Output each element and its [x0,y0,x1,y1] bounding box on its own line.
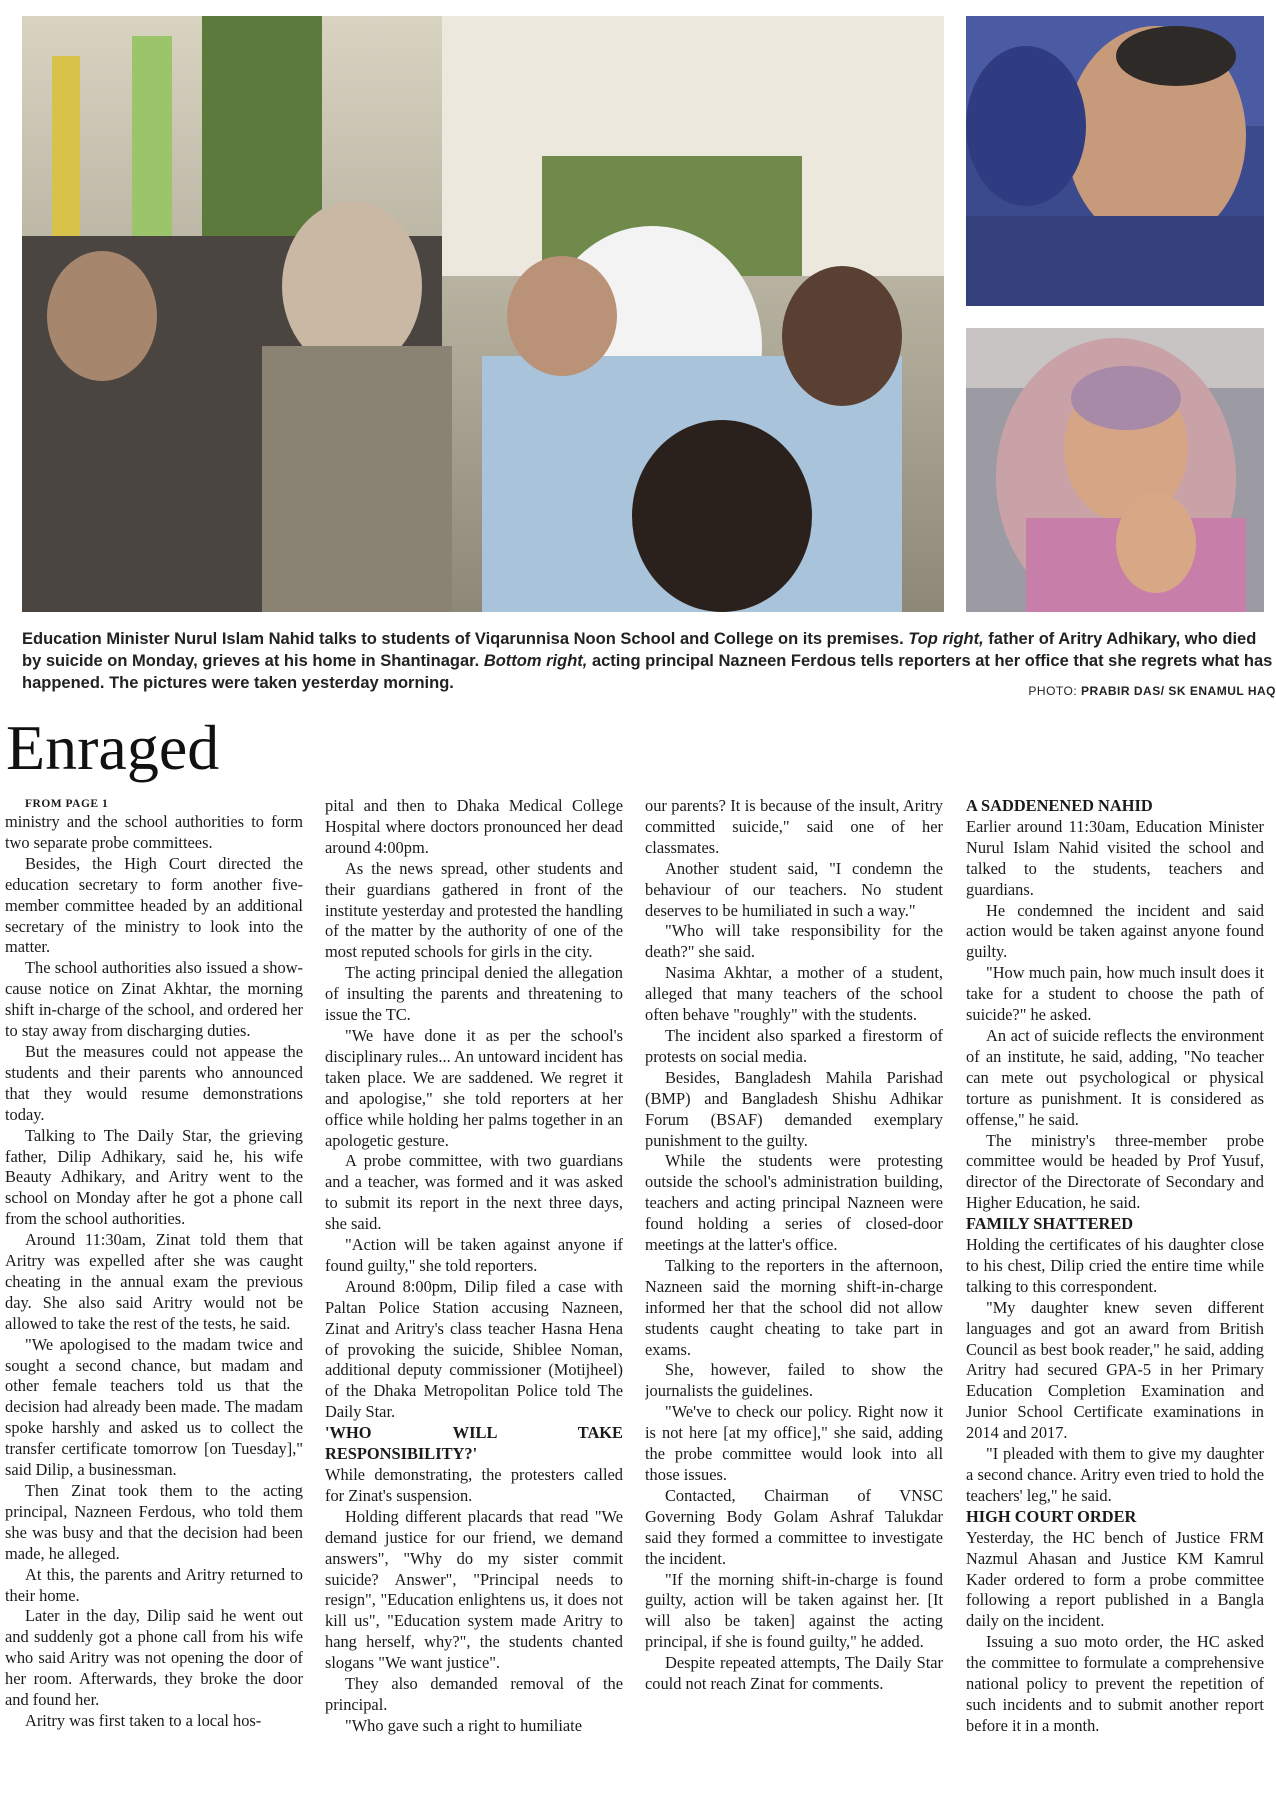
main-photo [22,16,944,612]
article-paragraph: ministry and the school authorities to form two separate probe committees. [5,812,303,852]
principal-photo [966,328,1264,612]
article-paragraph: "My daughter knew seven different languages and got an award from British Council as best book reader," he said, adding Aritry had secured GPA-5 in her Primary Education Completion Examination and Junior School Certificate examinations in 2014 and 2017. [966,1297,1264,1443]
article-paragraph: "Action will be taken against anyone if found guilty," she told reporters. [325,1235,623,1275]
article-paragraph: Yesterday, the HC bench of Justice FRM Nazmul Ahasan and Justice KM Kamrul Kader ordered to form a probe committee following a report published in a Bangla daily on the incident. [966,1527,1264,1631]
article-paragraph: Around 8:00pm, Dilip filed a case with Paltan Police Station accusing Nazneen, Zinat and Aritry's class teacher Hasna Hena of provoking the suicide, Shiblee Noman, additional deputy commissioner (Motijheel) of the Dhaka Metropolitan Police told The Daily Star. [325,1276,623,1422]
article-paragraph: Besides, the High Court directed the education secretary to form another five-member committee headed by an additional secretary of the ministry to look into the matter. [5,853,303,957]
section-heading: 'WHO WILL TAKE RESPONSIBILITY?' [325,1423,623,1464]
article-paragraph: At this, the parents and Aritry returned to their home. [5,1564,303,1605]
article-paragraph: Later in the day, Dilip said he went out and suddenly got a phone call from his wife who said Aritry was not opening the door of her room. Afterwards, they broke the door and found her. [5,1606,303,1710]
article-paragraph: "I pleaded with them to give my daughter a second chance. Aritry even tried to hold the teachers' leg," he said. [966,1444,1264,1505]
article-column-3 [645,796,943,1820]
caption-part-2: father of Aritry Adhikary, who died by suicide on Monday, grieves at his home in Shantinagar. [22,630,1257,670]
article-paragraph: She, however, failed to show the journalists the guidelines. [645,1360,943,1401]
headline: Enraged [6,712,220,783]
article-paragraph: Earlier around 11:30am, Education Minister Nurul Islam Nahid visited the school and talked to the students, teachers and guardians. [966,816,1264,899]
article-paragraph: A probe committee, with two guardians and a teacher, was formed and it was asked to submit its report in the next three days, she said. [325,1151,623,1234]
father-photo [966,16,1264,306]
article-paragraph: The ministry's three-member probe committee would be headed by Prof Yusuf, director of the Directorate of Secondary and Higher Education, he said. [966,1130,1264,1213]
article-paragraph: But the measures could not appease the students and their parents who announced that they would resume demonstrations today. [5,1041,303,1124]
article-paragraph: While the students were protesting outside the school's administration building, teachers and acting principal Nazneen were found holding a series of closed-door meetings at the latter's office. [645,1151,943,1255]
article-paragraph: He condemned the incident and said action would be taken against anyone found guilty. [966,900,1264,962]
article-paragraph: Talking to the reporters in the afternoon, Nazneen said the morning shift-in-charge informed her that the school did not allow students caught cheating to take part in exams. [645,1255,943,1359]
article-paragraph: The acting principal denied the allegation of insulting the parents and threatening to issue the TC. [325,963,623,1025]
article-paragraph: "If the morning shift-in-charge is found guilty, action will be taken against her. [It will also be taken] against the acting principal, if she is found guilty," he added. [645,1569,943,1652]
article-paragraph: Then Zinat took them to the acting principal, Nazneen Ferdous, who told them she was busy and that the decision had been made, he alleged. [5,1481,303,1563]
article-paragraph: Besides, Bangladesh Mahila Parishad (BMP) and Bangladesh Shishu Adhikar Forum (BSAF) demanded exemplary punishment to the guilty. [645,1067,943,1150]
article-column-4 [966,796,1264,1820]
article-paragraph: Contacted, Chairman of VNSC Governing Body Golam Ashraf Talukdar said they formed a committee to investigate the incident. [645,1485,943,1568]
article-paragraph: Despite repeated attempts, The Daily Star could not reach Zinat for comments. [645,1653,943,1694]
article-paragraph: Nasima Akhtar, a mother of a student, alleged that many teachers of the school often behave "roughly" with the students. [645,963,943,1025]
article-paragraph: "Who gave such a right to humiliate [345,1715,583,1735]
section-heading: FAMILY SHATTERED [966,1214,1134,1234]
article-paragraph: They also demanded removal of the principal. [325,1674,623,1714]
photo-credit [1028,684,1276,698]
article-paragraph: The school authorities also issued a show-cause notice on Zinat Akhtar, the morning shift in-charge of the school, and ordered her to stay away from discharging duties. [5,958,303,1041]
article-paragraph: While demonstrating, the protesters called for Zinat's suspension. [325,1465,623,1505]
caption-emphasis-1: Top right, [908,630,984,648]
caption-part-1: Education Minister Nurul Islam Nahid talks to students of Viqarunnisa Noon School and College on its premises. [22,630,909,648]
article-paragraph: "We have done it as per the school's disciplinary rules... An untoward incident has taken place. We are saddened. We regret it and apologise," she told reporters at her office while holding her palms together in an apologetic gesture. [325,1025,623,1150]
article-paragraph: our parents? It is because of the insult, Aritry committed suicide," said one of her classmates. [645,796,943,857]
article-paragraph: Aritry was first taken to a local hos- [25,1710,262,1730]
article-paragraph: pital and then to Dhaka Medical College Hospital where doctors pronounced her dead around 4:00pm. [325,796,623,857]
section-heading: HIGH COURT ORDER [966,1506,1137,1526]
article-paragraph: Another student said, "I condemn the behaviour of our teachers. No student deserves to be humiliated in such a way." [645,858,943,920]
article-paragraph: An act of suicide reflects the environment of an institute, he said, adding, "No teacher can mete out psychological or physical torture as punishment. It is considered as offense," he said. [966,1025,1264,1129]
article-paragraph: Holding different placards that read "We demand justice for our friend, we demand answers", "Why do my sister commit suicide? Answer", "Principal needs to resign", "Education enlightens us, it does not kill us", "Education system made Aritry to hang herself, why?", the students chanted slogans "We want justice". [325,1506,623,1673]
from-page-label: FROM PAGE 1 [25,798,109,810]
article-paragraph: Talking to The Daily Star, the grieving father, Dilip Adhikary, said he, his wife Beauty Adhikary, and Aritry went to the school on Monday after he got a phone call from the school authorities. [5,1125,303,1229]
article-paragraph: "Who will take responsibility for the death?" she said. [645,921,943,962]
credit-names: PRABIR DAS/ SK ENAMUL HAQ [1081,684,1276,698]
article-paragraph: "We've to check our policy. Right now it is not here [at my office]," she said, adding the probe committee would look into all those issues. [645,1402,943,1484]
article-paragraph: Holding the certificates of his daughter close to his chest, Dilip cried the entire time while talking to this correspondent. [966,1235,1264,1296]
section-heading: A SADDENENED NAHID [966,796,1153,815]
article-column-1 [5,796,303,1820]
article-paragraph: As the news spread, other students and their guardians gathered in front of the institute yesterday and protested the handling of the matter by the authority of one of the most reputed schools for girls in the city. [325,858,623,962]
article-column-2 [325,796,623,1820]
credit-label: PHOTO: [1028,684,1082,698]
caption-part-3: acting principal Nazneen Ferdous tells reporters at her office that she regrets what has happened. The pictures were taken yesterday morning. [22,652,1273,692]
caption-emphasis-2: Bottom right, [483,652,588,670]
article-paragraph: Around 11:30am, Zinat told them that Aritry was expelled after she was caught cheating in the annual exam the previous day. She also said Aritry would not be allowed to take the rest of the tests, he said. [5,1230,303,1333]
article-paragraph: "We apologised to the madam twice and sought a second chance, but madam and other female teachers told us that the decision had already been made. The madam spoke harshly and asked us to collect the transfer certificate tomorrow [on Tuesday]," said Dilip, a businessman. [5,1334,303,1480]
article-paragraph: "How much pain, how much insult does it take for a student to choose the path of suicide?" he asked. [966,963,1264,1025]
article-paragraph: The incident also sparked a firestorm of protests on social media. [645,1025,943,1066]
article-paragraph: Issuing a suo moto order, the HC asked the committee to formulate a comprehensive national policy to prevent the repetition of such incidents and to submit another report before it in a month. [966,1632,1264,1735]
